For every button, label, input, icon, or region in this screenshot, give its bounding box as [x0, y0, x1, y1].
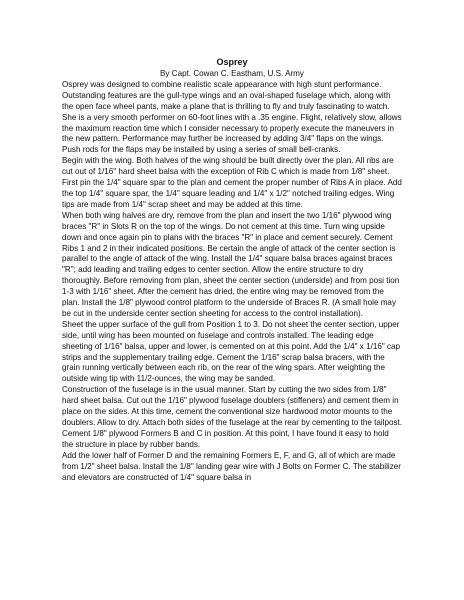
article-body [62, 80, 402, 484]
author-byline: By Capt. Cowan C. Eastham, U.S. Army [160, 69, 304, 78]
paragraph: Begin with the wing. Both halves of the wing should be built directly over the plan. All ribs are cut out of 1/16" hard sheet balsa with the exception of Rib C which is made from 1/8" sheet. First pin the 1/4" square spar to the plan and cement the proper number of Ribs A in place. Add the top 1/4" square spar, the 1/4" square leading and 1/4" x 1/2" notched trailing edges. Wing tips are made from 1/4" scrap sheet and may be added at this time. [62, 156, 402, 209]
paragraph: Construction of the fuselage is in the usual manner. Start by cutting the two sides from 1/8" hard sheet balsa. Cut out the 1/16" plywood fuselage doublers (stiffeners) and cement them in place on the sides. At this time, cement the conventional size hardwood motor mounts to the doublers. Allow to dry. Attach both sides of the fuselage at the rear by cementing to the tailpost. Cement 1/8" plywood Formers B and C in position. At this point, I have found it easy to hold the structure in place by rubber bands. [62, 385, 402, 449]
paragraph: When both wing halves are dry, remove from the plan and insert the two 1/16" plywood wing braces "R" in Slots R on the top of the wings. Do not cement at this time. Turn wing upside down and once again pin to plans with the braces "R" in place and cement securely. Cement Ribs 1 and 2 in their indicated positions. Be certain the angle of attack of the center section is parallel to the angle of attack of the wing. Install the 1/4" square balsa braces against braces "R"; add leading and trailing edges to center section. Allow the entire structure to dry thoroughly. Before removing from plan, sheet the center section (underside) and from posi tion 1-3 with 1/16" sheet. After the cement has dried, the entire wing may be removed from the plan. Install the 1/8" plywood control platform to the underside of Braces R. (A small hole may be cut in the underside center section sheeting for access to the control installation). [62, 210, 400, 318]
paragraph: Add the lower half of Former D and the remaining Formers E, F, and G, all of which are made from 1/2" sheet balsa. Install the 1/8" landing gear wire with J Bolts on Former C. The stabilizer and elevators are constructed of 1/4" square balsa in [62, 450, 401, 482]
paragraph: Sheet the upper surface of the gull from Position 1 to 3. Do not sheet the center section, upper side, until wing has been mounted on fuselage and controls installed. The leading edge sheeting of 1/16" balsa, upper and lower, is cemented on at this point. Add the 1/4" x 1/16" cap strips and the supplementary trailing edge. Cement the 1/16" scrap balsa bracers, with the grain running vertically between each rib, on the rear of the wing spars. After weighting the outside wing tip with 11/2-ounces, the wing may be sanded. [62, 319, 400, 384]
document-title: Osprey [216, 57, 248, 67]
paragraph: She is a very smooth performer on 60-foot lines with a .35 engine. Flight, relatively slow, allows the maximum reaction time which I consider necessary to properly execute the maneuvers in the new pattern. Performance may further be increased by adding 3/4" flaps on the wings. Push rods for the flaps may be installed by using a series of small bell-cranks. [62, 112, 402, 155]
paragraph: Osprey was designed to combine realistic scale appearance with high stunt performance. Outstanding features are the gull-type wings and an oval-shaped fuselage which, along with the open face wheel pants, make a plane that is thrilling to fly and truly fascinating to watch. [62, 79, 391, 111]
